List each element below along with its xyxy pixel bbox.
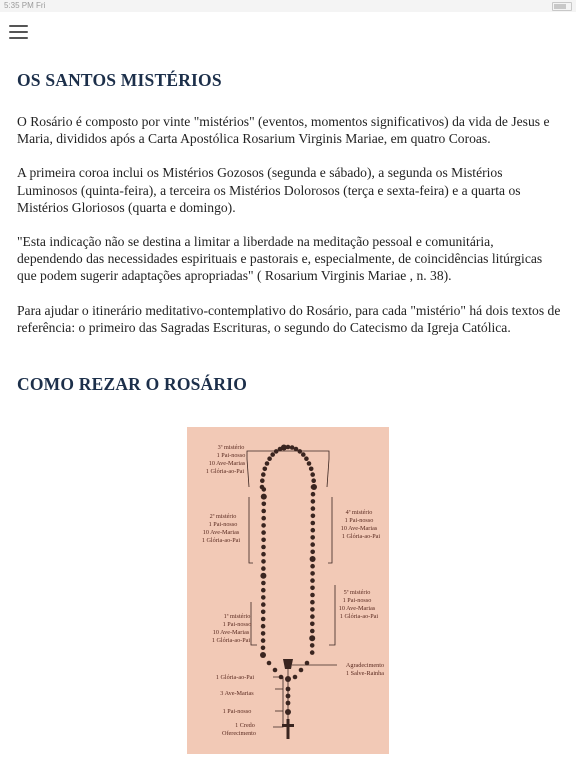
pai-nosso-bead [260, 573, 266, 579]
ave-maria-bead [261, 523, 266, 528]
pai-nosso-bead [285, 709, 291, 715]
ave-maria-bead [310, 578, 315, 583]
ave-maria-bead [261, 610, 266, 615]
pai-nosso-bead [309, 635, 315, 641]
status-bar [0, 0, 576, 12]
ave-maria-bead [286, 687, 291, 692]
label-m3-title: 3ª mistério [217, 444, 245, 451]
label-m2-title: 2ª mistério [209, 513, 237, 520]
label-m3-pai: 1 Pai-nosso [216, 452, 246, 459]
ave-maria-bead [261, 624, 266, 629]
ave-maria-bead [273, 668, 278, 673]
ave-maria-bead [261, 631, 266, 636]
ave-maria-bead [293, 675, 298, 680]
ave-maria-bead [299, 668, 304, 673]
ave-maria-bead [310, 542, 315, 547]
ave-maria-bead [261, 566, 266, 571]
ave-maria-bead [311, 528, 316, 533]
label-m4-ave: 10 Ave-Marias [340, 525, 378, 532]
ave-maria-bead [261, 617, 266, 622]
ave-maria-bead [261, 516, 266, 521]
label-m1-pai: 1 Pai-nosso [222, 621, 252, 628]
label-m5-gloria: 1 Glória-ao-Pai [339, 613, 379, 620]
app-bar [0, 12, 576, 52]
rosary-diagram [187, 427, 389, 754]
label-m3-gloria: 1 Glória-ao-Pai [205, 468, 245, 475]
label-m5-ave: 10 Ave-Marias [338, 605, 376, 612]
paragraph-intro: O Rosário é composto por vinte "mistérios" (eventos, momentos significativos) da vida de Jesus e Maria, divididos após a Carta Apostólica Rosarium Virginis Mariae, em quatro Coroas. [17, 114, 550, 147]
ave-maria-bead [310, 564, 315, 569]
label-m4-title: 4ª mistério [345, 509, 373, 516]
paragraph-references: Para ajudar o itinerário meditativo-contemplativo do Rosário, para cada "mistério" há dois textos de referência: o primeiro das Sagradas Escrituras, o segundo do Catecismo da Igreja Católica. [17, 302, 561, 335]
label-p-credo: 1 Credo [235, 722, 255, 729]
ave-maria-bead [311, 485, 316, 490]
pai-nosso-bead [310, 556, 316, 562]
ave-maria-bead [274, 449, 279, 454]
ave-maria-bead [310, 622, 315, 627]
ave-maria-bead [310, 571, 315, 576]
ave-maria-bead [311, 521, 316, 526]
section-title-how-to-pray: COMO REZAR O ROSÁRIO [17, 374, 248, 395]
ave-maria-bead [307, 461, 312, 466]
label-p-pai: 1 Pai-nosso [222, 708, 252, 715]
label-m2-gloria: 1 Glória-ao-Pai [201, 537, 241, 544]
gloria-bead [285, 676, 291, 682]
rosary-medal [283, 659, 293, 669]
ave-maria-bead [261, 602, 266, 607]
ave-maria-bead [311, 478, 316, 483]
label-m1-title: 1ª mistério [223, 613, 251, 620]
ave-maria-bead [263, 467, 268, 472]
label-agradecimento: Agradecimento [345, 662, 385, 669]
ave-maria-bead [310, 629, 315, 634]
label-p-oferecimento: Oferecimento [221, 730, 257, 737]
rosary-diagram-image [187, 427, 389, 754]
label-p-gloria: 1 Glória-ao-Pai [215, 674, 255, 681]
ave-maria-bead [261, 509, 266, 514]
ave-maria-bead [310, 472, 315, 477]
ave-maria-bead [261, 588, 266, 593]
ave-maria-bead [286, 694, 291, 699]
rosary-brackets [247, 451, 337, 727]
ave-maria-bead [267, 456, 272, 461]
label-p-ave: 3 Ave-Marias [220, 690, 254, 697]
ave-maria-bead [261, 638, 266, 643]
ave-maria-bead [286, 701, 291, 706]
section-title-mysteries: OS SANTOS MISTÉRIOS [17, 70, 222, 90]
rosary-labels [202, 444, 384, 737]
ave-maria-bead [261, 581, 266, 586]
label-m5-title: 5ª mistério [343, 589, 371, 596]
label-m4-pai: 1 Pai-nosso [344, 517, 374, 524]
status-time: 5:35 PM Fri [4, 1, 46, 10]
ave-maria-bead [310, 650, 315, 655]
ave-maria-bead [262, 502, 267, 507]
ave-maria-bead [304, 456, 309, 461]
ave-maria-bead [311, 514, 316, 519]
label-m2-ave: 10 Ave-Marias [202, 529, 240, 536]
ave-maria-bead [261, 530, 266, 535]
ave-maria-bead [270, 452, 275, 457]
ave-maria-bead [311, 506, 316, 511]
ave-maria-bead [286, 445, 291, 450]
ave-maria-bead [261, 646, 266, 651]
ave-maria-bead [261, 559, 266, 564]
ave-maria-bead [310, 586, 315, 591]
battery-icon [552, 2, 572, 11]
label-m1-ave: 10 Ave-Marias [212, 629, 250, 636]
label-salve-rainha: 1 Salve-Rainha [346, 670, 384, 677]
ave-maria-bead [261, 552, 266, 557]
label-m2-pai: 1 Pai-nosso [208, 521, 238, 528]
crucifix-icon [282, 719, 294, 739]
ave-maria-bead [267, 661, 272, 666]
ave-maria-bead [310, 614, 315, 619]
label-m5-pai: 1 Pai-nosso [342, 597, 372, 604]
ave-maria-bead [261, 472, 266, 477]
pai-nosso-bead [261, 494, 267, 500]
ave-maria-bead [310, 593, 315, 598]
ave-maria-bead [311, 499, 316, 504]
hamburger-menu-icon[interactable] [8, 22, 30, 42]
ave-maria-bead [261, 538, 266, 543]
label-m4-gloria: 1 Glória-ao-Pai [341, 533, 381, 540]
ave-maria-bead [260, 485, 265, 490]
ave-maria-bead [310, 643, 315, 648]
ave-maria-bead [265, 461, 270, 466]
ave-maria-bead [261, 545, 266, 550]
ave-maria-bead [310, 607, 315, 612]
rosary-beads [260, 445, 317, 740]
paragraph-quote: "Esta indicação não se destina a limitar a liberdade na meditação pessoal e comunitária, dependendo das necessidades espirituais e pastorais e, especialmente, de coincidências litúrgicas que podem sugerir adaptações apropriadas" ( Rosarium Virginis Mariae , n. 38). [17, 234, 543, 284]
ave-maria-bead [310, 550, 315, 555]
ave-maria-bead [260, 478, 265, 483]
ave-maria-bead [309, 467, 314, 472]
ave-maria-bead [301, 452, 306, 457]
ave-maria-bead [298, 449, 303, 454]
ave-maria-bead [310, 535, 315, 540]
label-m3-ave: 10 Ave-Marias [208, 460, 246, 467]
paragraph-crowns: A primeira coroa inclui os Mistérios Gozosos (segunda e sábado), a segunda os Mistérios Luminosos (quinta-feira), a terceira os Mistérios Dolorosos (terça e sexta-feira) e a quarta os Mistérios Gloriosos (quarta e domingo). [17, 165, 521, 215]
main-content [17, 66, 562, 395]
pai-nosso-bead [260, 652, 266, 658]
ave-maria-bead [310, 600, 315, 605]
ave-maria-bead [311, 492, 316, 497]
ave-maria-bead [261, 595, 266, 600]
label-m1-gloria: 1 Glória-ao-Pai [211, 637, 251, 644]
